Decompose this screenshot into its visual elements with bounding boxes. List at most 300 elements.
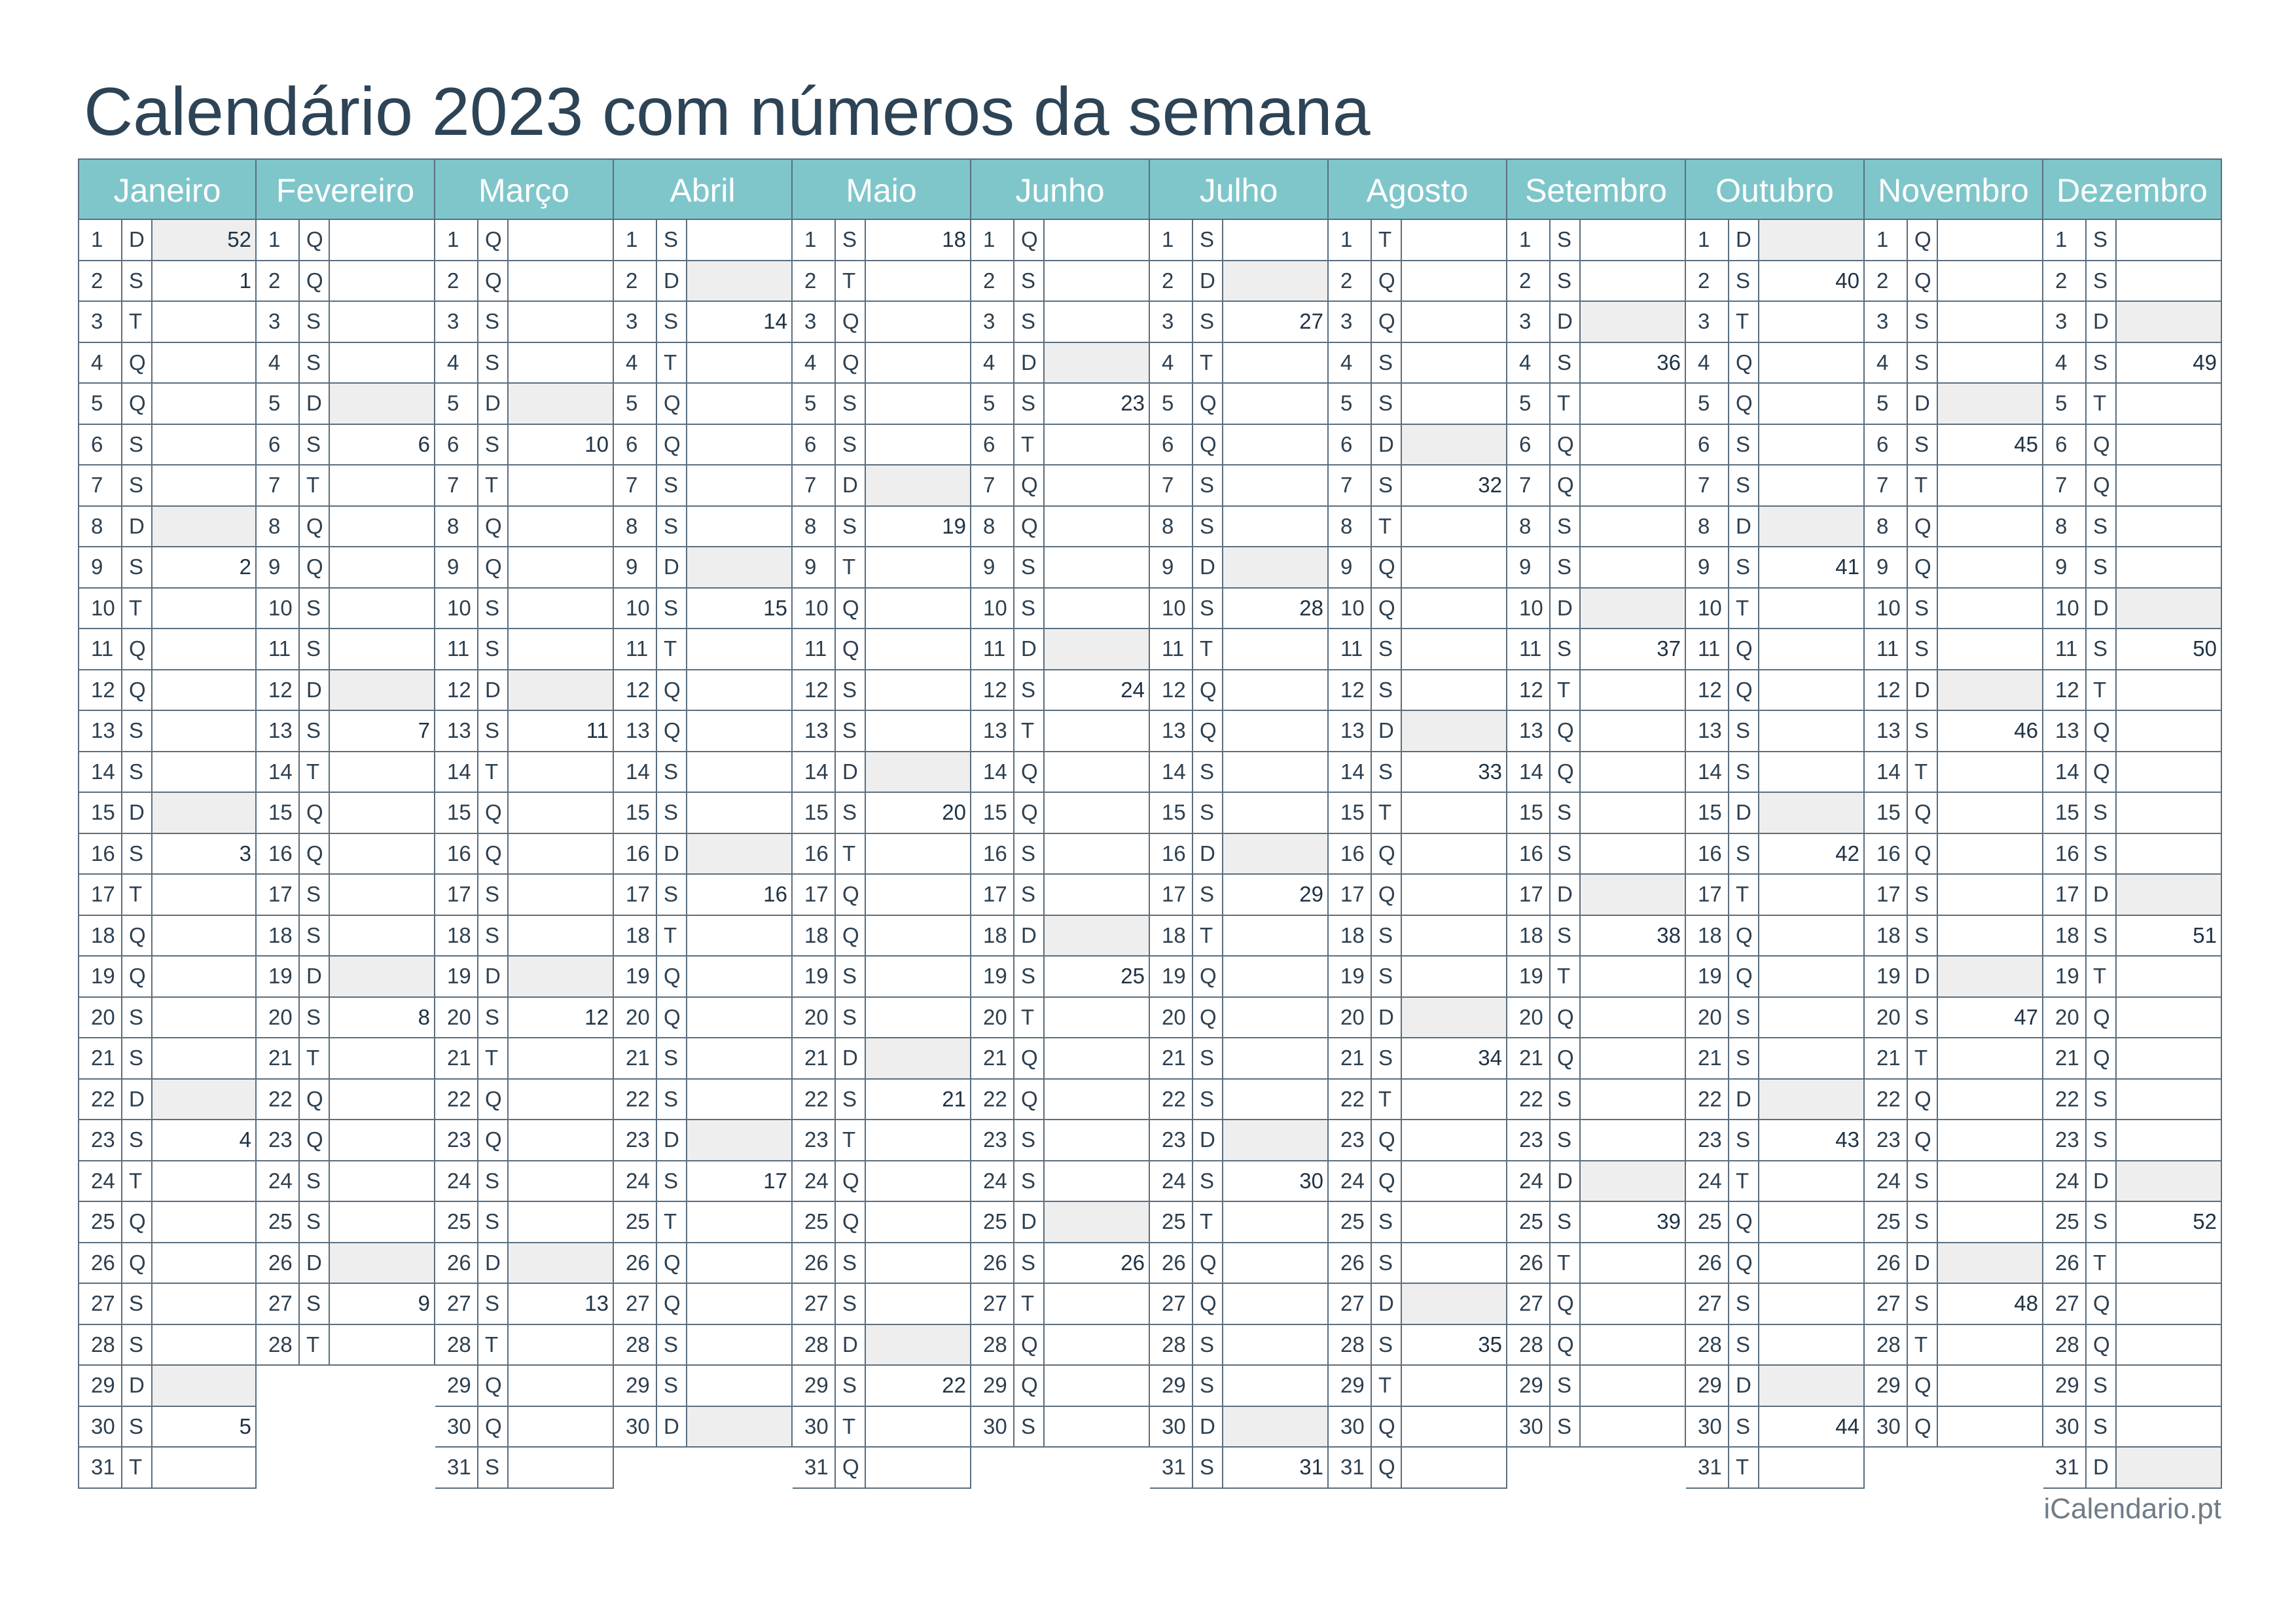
- weekday-letter: S: [1729, 1407, 1759, 1447]
- day-number: 10: [1329, 589, 1372, 629]
- weekday-letter: S: [1551, 1202, 1581, 1242]
- day-row: [2043, 261, 2221, 302]
- day-number: 30: [1329, 1407, 1372, 1447]
- week-number: [1759, 425, 1863, 465]
- weekday-letter: S: [836, 1243, 866, 1283]
- day-number: 17: [1150, 875, 1193, 915]
- weekday-letter: S: [1372, 1243, 1402, 1283]
- weekday-letter: T: [1729, 302, 1759, 342]
- weekday-letter: D: [1014, 343, 1045, 383]
- day-number: 4: [1865, 343, 1908, 383]
- day-row: [614, 793, 791, 834]
- weekday-letter: S: [2087, 343, 2117, 383]
- week-number: [1223, 752, 1327, 792]
- day-number: 10: [793, 589, 836, 629]
- week-number: [330, 752, 434, 792]
- week-number: [152, 384, 255, 424]
- week-number: [1759, 957, 1863, 996]
- week-number: [2117, 220, 2221, 260]
- day-row: [614, 302, 791, 343]
- day-number: 21: [2043, 1038, 2087, 1078]
- weekday-letter: Q: [1372, 1407, 1402, 1447]
- day-number: 20: [257, 998, 300, 1038]
- weekday-letter: Q: [1372, 1448, 1402, 1487]
- week-number: [1581, 1325, 1685, 1365]
- day-number: 28: [614, 1325, 657, 1365]
- day-number: 23: [793, 1120, 836, 1160]
- day-number: 30: [1686, 1407, 1729, 1447]
- day-number: 17: [79, 875, 122, 915]
- day-row: [79, 261, 255, 302]
- week-number: [152, 998, 255, 1038]
- day-number: 4: [257, 343, 300, 383]
- day-row: [1150, 261, 1327, 302]
- week-number: [1581, 1366, 1685, 1406]
- week-number: [152, 1325, 255, 1365]
- day-row: [614, 261, 791, 302]
- week-number: 4: [239, 1127, 251, 1152]
- week-number: [509, 1161, 613, 1201]
- day-row: [2043, 1202, 2221, 1243]
- day-row: [79, 998, 255, 1039]
- weekday-letter: Q: [1729, 384, 1759, 424]
- week-number: [866, 834, 970, 874]
- day-number: 1: [435, 220, 478, 260]
- day-row: [435, 1202, 613, 1243]
- weekday-letter: S: [836, 425, 866, 465]
- day-row: [79, 670, 255, 712]
- weekday-letter: S: [657, 507, 687, 547]
- day-number: 1: [257, 220, 300, 260]
- weekday-letter: S: [1193, 1080, 1223, 1120]
- week-number: [866, 711, 970, 751]
- week-number: [152, 916, 255, 956]
- week-number: [866, 384, 970, 424]
- week-number: [1759, 670, 1863, 710]
- month-column: [78, 158, 257, 1489]
- weekday-letter: Q: [478, 220, 509, 260]
- week-number: [1402, 589, 1506, 629]
- week-number: [509, 834, 613, 874]
- day-row: [435, 465, 613, 507]
- day-number: 20: [79, 998, 122, 1038]
- week-number: [330, 875, 434, 915]
- week-number: [1223, 834, 1327, 874]
- weekday-letter: Q: [1193, 998, 1223, 1038]
- week-number: 51: [2193, 922, 2217, 947]
- day-number: 24: [793, 1161, 836, 1201]
- day-number: 30: [614, 1407, 657, 1447]
- day-number: 18: [1865, 916, 1908, 956]
- week-number: [687, 1243, 791, 1283]
- day-number: 26: [435, 1243, 478, 1283]
- weekday-letter: D: [122, 1080, 152, 1120]
- week-number: [152, 793, 255, 833]
- day-number: 7: [793, 465, 836, 505]
- day-number: 22: [435, 1080, 478, 1120]
- weekday-letter: Q: [657, 1284, 687, 1324]
- weekday-letter: T: [1729, 589, 1759, 629]
- weekday-letter: T: [836, 547, 866, 587]
- week-number: [509, 1407, 613, 1447]
- day-row: [793, 1325, 970, 1366]
- day-row: [2043, 1038, 2221, 1080]
- weekday-letter: S: [1014, 1407, 1045, 1447]
- day-row: [1507, 1080, 1685, 1121]
- weekday-letter: Q: [1908, 834, 1938, 874]
- day-row: [2043, 1243, 2221, 1285]
- day-number: 21: [793, 1038, 836, 1078]
- day-row: [257, 916, 434, 957]
- day-number: 27: [793, 1284, 836, 1324]
- day-row: [1865, 1243, 2042, 1285]
- day-number: 18: [1329, 916, 1372, 956]
- day-number: 14: [793, 752, 836, 792]
- weekday-letter: S: [300, 302, 330, 342]
- day-row: [2043, 629, 2221, 670]
- weekday-letter: D: [300, 1243, 330, 1283]
- day-row: [614, 957, 791, 998]
- day-row: [1507, 670, 1685, 712]
- weekday-letter: S: [836, 507, 866, 547]
- day-row: [2043, 384, 2221, 425]
- day-number: 5: [435, 384, 478, 424]
- day-number: 25: [793, 1202, 836, 1242]
- day-row: [1865, 834, 2042, 875]
- day-number: 4: [1507, 343, 1551, 383]
- day-number: 9: [971, 547, 1014, 587]
- day-row: [435, 834, 613, 875]
- weekday-letter: S: [836, 998, 866, 1038]
- day-number: 18: [971, 916, 1014, 956]
- weekday-letter: Q: [1193, 711, 1223, 751]
- day-row: [435, 793, 613, 834]
- day-number: 27: [614, 1284, 657, 1324]
- day-number: 27: [1507, 1284, 1551, 1324]
- day-row: [1507, 1284, 1685, 1325]
- weekday-letter: D: [657, 1407, 687, 1447]
- week-number: [687, 1407, 791, 1447]
- weekday-letter: T: [1193, 629, 1223, 669]
- weekday-letter: S: [2087, 1202, 2117, 1242]
- day-row: [435, 957, 613, 998]
- weekday-letter: S: [657, 465, 687, 505]
- day-row: [1507, 1038, 1685, 1080]
- weekday-letter: S: [300, 711, 330, 751]
- weekday-letter: S: [1014, 384, 1045, 424]
- day-row: [257, 752, 434, 793]
- weekday-letter: S: [1193, 1038, 1223, 1078]
- week-number: [1045, 875, 1149, 915]
- week-number: [687, 1325, 791, 1365]
- week-number: [1938, 1161, 2042, 1201]
- day-row: [435, 302, 613, 343]
- day-row: [1865, 547, 2042, 589]
- weekday-letter: Q: [1193, 1284, 1223, 1324]
- day-number: 19: [971, 957, 1014, 996]
- day-row: [1507, 1407, 1685, 1448]
- weekday-letter: D: [300, 957, 330, 996]
- day-number: 3: [793, 302, 836, 342]
- weekday-letter: D: [122, 1366, 152, 1406]
- day-number: 29: [614, 1366, 657, 1406]
- week-number: [1581, 1120, 1685, 1160]
- weekday-letter: S: [478, 1448, 509, 1487]
- day-row: [257, 220, 434, 261]
- week-number: [1581, 384, 1685, 424]
- day-number: 11: [614, 629, 657, 669]
- weekday-letter: S: [2087, 507, 2117, 547]
- week-number: 2: [239, 555, 251, 579]
- day-number: 16: [793, 834, 836, 874]
- day-row: [1329, 343, 1506, 384]
- day-number: 25: [1507, 1202, 1551, 1242]
- weekday-letter: T: [836, 834, 866, 874]
- weekday-letter: Q: [122, 343, 152, 383]
- day-number: 17: [1686, 875, 1729, 915]
- week-number: 52: [2193, 1209, 2217, 1233]
- day-number: 11: [1686, 629, 1729, 669]
- week-number: 27: [1299, 309, 1323, 333]
- day-number: 7: [1150, 465, 1193, 505]
- week-number: [1938, 589, 2042, 629]
- day-row: [79, 1161, 255, 1203]
- day-row: [435, 1284, 613, 1325]
- day-number: 9: [435, 547, 478, 587]
- day-number: 19: [79, 957, 122, 996]
- weekday-letter: T: [478, 1038, 509, 1078]
- day-number: 9: [1686, 547, 1729, 587]
- day-number: 14: [1865, 752, 1908, 792]
- weekday-letter: S: [1729, 425, 1759, 465]
- weekday-letter: T: [478, 752, 509, 792]
- week-number: [1938, 343, 2042, 383]
- day-row: [257, 834, 434, 875]
- day-number: 4: [1150, 343, 1193, 383]
- day-number: 29: [1686, 1366, 1729, 1406]
- week-number: [1402, 998, 1506, 1038]
- day-number: 10: [1865, 589, 1908, 629]
- weekday-letter: Q: [122, 1243, 152, 1283]
- day-row: [793, 302, 970, 343]
- day-row: [2043, 752, 2221, 793]
- day-number: 16: [1507, 834, 1551, 874]
- day-row: [79, 834, 255, 875]
- day-number: 23: [1329, 1120, 1372, 1160]
- day-number: 30: [435, 1407, 478, 1447]
- week-number: [1938, 957, 2042, 996]
- week-number: [152, 302, 255, 342]
- day-number: 9: [1150, 547, 1193, 587]
- week-number: [1045, 1284, 1149, 1324]
- day-number: 6: [1686, 425, 1729, 465]
- day-number: 8: [614, 507, 657, 547]
- week-number: [1402, 302, 1506, 342]
- week-number: [866, 1038, 970, 1078]
- day-number: 1: [793, 220, 836, 260]
- week-number: [1402, 547, 1506, 587]
- week-number: [330, 547, 434, 587]
- weekday-letter: Q: [657, 711, 687, 751]
- week-number: [687, 1366, 791, 1406]
- month-header: Abril: [614, 158, 791, 220]
- weekday-letter: S: [300, 1202, 330, 1242]
- weekday-letter: S: [2087, 629, 2117, 669]
- week-number: [330, 629, 434, 669]
- week-number: [2117, 1243, 2221, 1283]
- weekday-letter: D: [1729, 220, 1759, 260]
- day-row: [971, 1120, 1149, 1161]
- weekday-letter: S: [2087, 1366, 2117, 1406]
- day-number: 13: [1507, 711, 1551, 751]
- day-number: 5: [257, 384, 300, 424]
- week-number: [330, 507, 434, 547]
- weekday-letter: Q: [1193, 425, 1223, 465]
- day-number: 1: [2043, 220, 2087, 260]
- day-number: 18: [2043, 916, 2087, 956]
- weekday-letter: S: [1551, 507, 1581, 547]
- weekday-letter: S: [657, 793, 687, 833]
- day-number: 20: [1150, 998, 1193, 1038]
- week-number: [509, 752, 613, 792]
- month-column: [614, 158, 793, 1448]
- day-number: 9: [79, 547, 122, 587]
- day-row: [435, 670, 613, 712]
- day-row: [1507, 793, 1685, 834]
- day-row: [79, 1325, 255, 1366]
- day-row: [435, 547, 613, 589]
- day-number: 28: [1507, 1325, 1551, 1365]
- day-row: [1686, 261, 1863, 302]
- weekday-letter: D: [300, 670, 330, 710]
- day-row: [1686, 589, 1863, 630]
- week-number: [1581, 957, 1685, 996]
- week-number: [2117, 998, 2221, 1038]
- weekday-letter: D: [2087, 875, 2117, 915]
- week-number: [687, 793, 791, 833]
- week-number: [1938, 670, 2042, 710]
- week-number: [509, 957, 613, 996]
- weekday-letter: Q: [1729, 1243, 1759, 1283]
- weekday-letter: Q: [1551, 711, 1581, 751]
- week-number: 31: [1299, 1455, 1323, 1479]
- day-number: 23: [435, 1120, 478, 1160]
- weekday-letter: Q: [300, 547, 330, 587]
- day-row: [1329, 547, 1506, 589]
- week-number: 6: [418, 431, 430, 456]
- week-number: [866, 1202, 970, 1242]
- week-number: [509, 507, 613, 547]
- week-number: [330, 1161, 434, 1201]
- day-number: 26: [793, 1243, 836, 1283]
- day-row: [79, 220, 255, 261]
- week-number: [2117, 507, 2221, 547]
- day-row: [435, 507, 613, 548]
- week-number: 34: [1478, 1046, 1502, 1070]
- weekday-letter: D: [122, 220, 152, 260]
- weekday-letter: Q: [657, 425, 687, 465]
- week-number: [1938, 1366, 2042, 1406]
- day-row: [1150, 670, 1327, 712]
- day-number: 17: [2043, 875, 2087, 915]
- weekday-letter: S: [657, 302, 687, 342]
- weekday-letter: T: [836, 261, 866, 301]
- weekday-letter: Q: [1014, 793, 1045, 833]
- weekday-letter: Q: [657, 670, 687, 710]
- day-number: 2: [1150, 261, 1193, 301]
- weekday-letter: S: [1193, 1161, 1223, 1201]
- day-number: 28: [1865, 1325, 1908, 1365]
- day-row: [79, 589, 255, 630]
- day-number: 31: [435, 1448, 478, 1487]
- day-number: 6: [435, 425, 478, 465]
- weekday-letter: S: [1908, 302, 1938, 342]
- day-number: 30: [1507, 1407, 1551, 1447]
- day-number: 8: [2043, 507, 2087, 547]
- week-number: 37: [1657, 636, 1681, 661]
- weekday-letter: Q: [122, 384, 152, 424]
- week-number: [152, 589, 255, 629]
- day-number: 29: [1329, 1366, 1372, 1406]
- day-number: 19: [1329, 957, 1372, 996]
- day-number: 21: [1865, 1038, 1908, 1078]
- weekday-letter: T: [300, 465, 330, 505]
- week-number: [1938, 752, 2042, 792]
- day-number: 4: [614, 343, 657, 383]
- day-number: 24: [1150, 1161, 1193, 1201]
- day-row: [257, 384, 434, 425]
- week-number: [1402, 1407, 1506, 1447]
- day-number: 24: [1686, 1161, 1729, 1201]
- week-number: [1045, 589, 1149, 629]
- day-row: [1686, 752, 1863, 793]
- day-number: 23: [1150, 1120, 1193, 1160]
- weekday-letter: S: [122, 834, 152, 874]
- weekday-letter: Q: [478, 261, 509, 301]
- week-number: [1938, 1038, 2042, 1078]
- day-number: 3: [971, 302, 1014, 342]
- day-number: 20: [1865, 998, 1908, 1038]
- weekday-letter: T: [1551, 957, 1581, 996]
- week-number: [152, 425, 255, 465]
- day-number: 15: [1507, 793, 1551, 833]
- week-number: 15: [763, 595, 787, 620]
- week-number: [1759, 1325, 1863, 1365]
- day-row: [1865, 711, 2042, 752]
- day-number: 10: [79, 589, 122, 629]
- weekday-letter: T: [1551, 670, 1581, 710]
- week-number: [866, 261, 970, 301]
- day-row: [435, 998, 613, 1039]
- day-row: [2043, 465, 2221, 507]
- week-number: [509, 1366, 613, 1406]
- weekday-letter: T: [1372, 1366, 1402, 1406]
- week-number: [1402, 384, 1506, 424]
- day-row: [1507, 629, 1685, 670]
- week-number: [330, 302, 434, 342]
- day-row: [79, 547, 255, 589]
- week-number: [1759, 1202, 1863, 1242]
- day-number: 4: [971, 343, 1014, 383]
- day-row: [971, 629, 1149, 670]
- day-row: [257, 1243, 434, 1285]
- week-number: 30: [1299, 1168, 1323, 1193]
- week-number: 13: [584, 1291, 609, 1315]
- day-number: 29: [2043, 1366, 2087, 1406]
- day-row: [1686, 1161, 1863, 1203]
- weekday-letter: Q: [1193, 384, 1223, 424]
- week-number: [1045, 793, 1149, 833]
